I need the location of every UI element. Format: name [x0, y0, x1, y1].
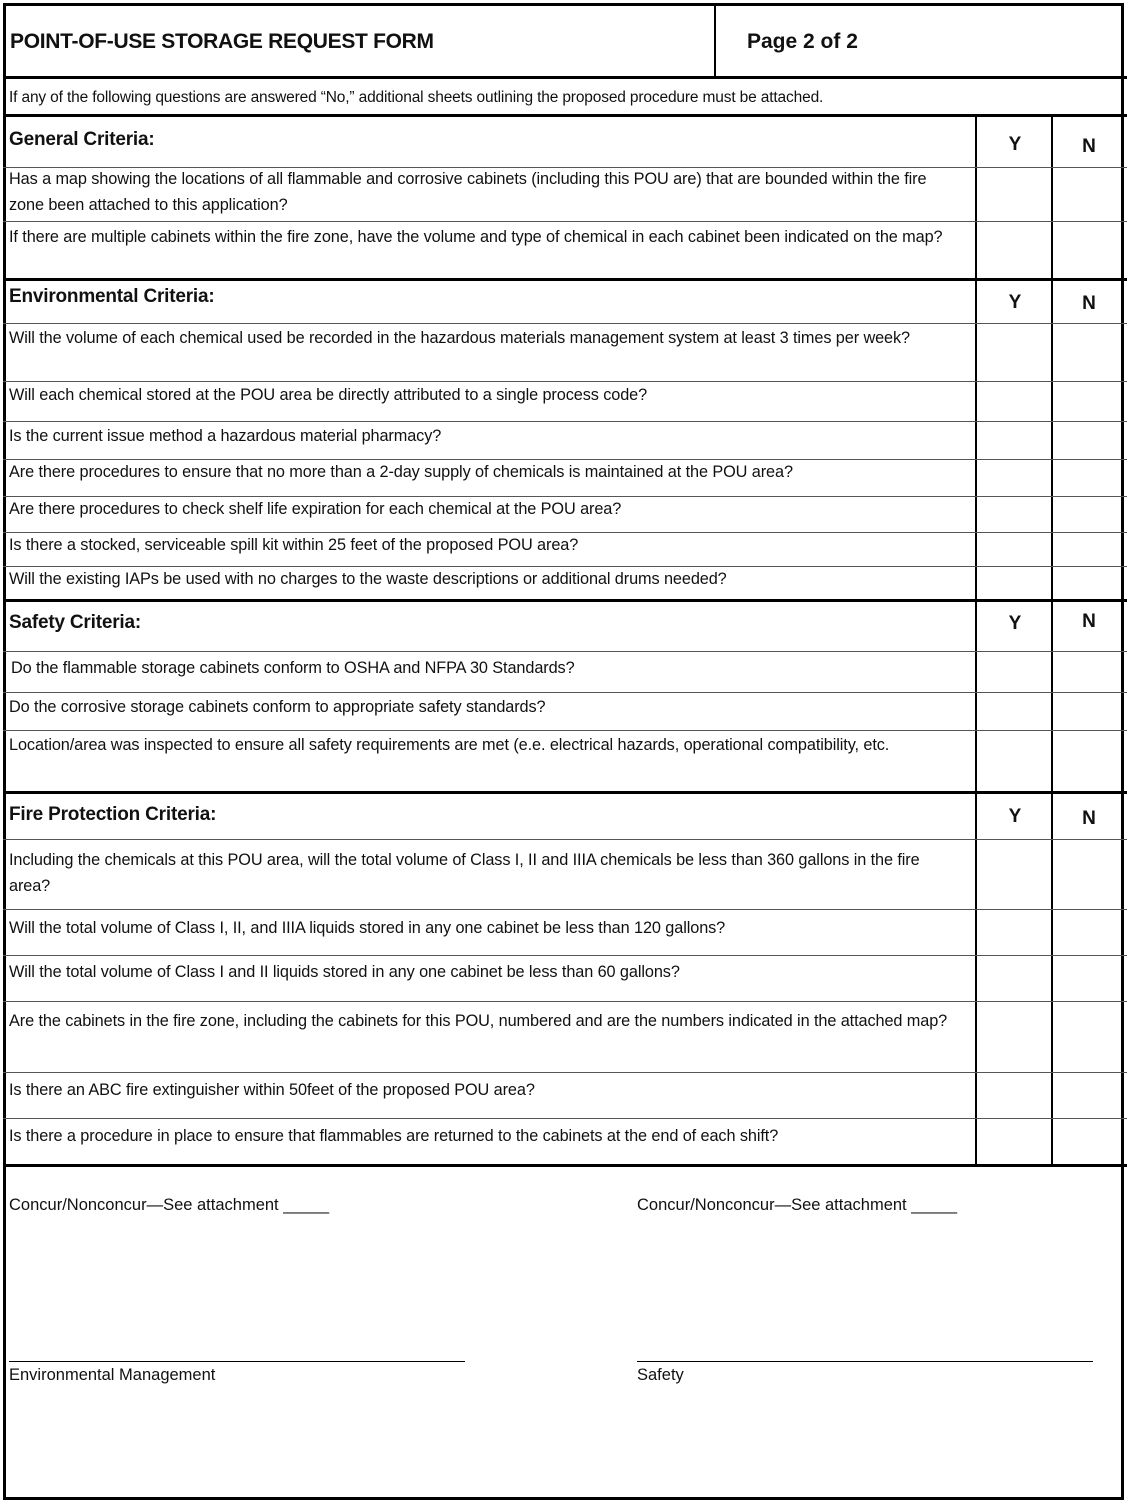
no-header: N	[1082, 611, 1096, 632]
question-fire-2: Will the total volume of Class I, II, and IIIA liquids stored in any one cabinet be less than 120 gallons?	[9, 919, 726, 937]
question-env-6: Is there a stocked, serviceable spill kit within 25 feet of the proposed POU area?	[9, 536, 579, 554]
header-divider	[714, 5, 716, 78]
no-header: N	[1082, 293, 1096, 314]
concur-safety-label[interactable]: Concur/Nonconcur—See attachment _____	[637, 1196, 958, 1214]
question-env-5: Are there procedures to check shelf life expiration for each chemical at the POU area?	[9, 500, 622, 518]
question-fire-4: Are the cabinets in the fire zone, including the cabinets for this POU, numbered and are the numbers indicated in the attached map?	[9, 1012, 948, 1030]
header-rule	[3, 76, 1127, 79]
section-title-environmental: Environmental Criteria:	[9, 286, 215, 307]
answer-no-general-2[interactable]	[1053, 222, 1125, 278]
table-top-rule	[3, 114, 1127, 117]
question-env-7: Will the existing IAPs be used with no charges to the waste descriptions or additional drums needed?	[9, 570, 727, 588]
no-header: N	[1082, 808, 1096, 829]
form-title: POINT-OF-USE STORAGE REQUEST FORM	[10, 30, 434, 53]
question-safety-2: Do the corrosive storage cabinets conform to appropriate safety standards?	[9, 698, 546, 716]
answer-yes-general-2[interactable]	[977, 222, 1051, 278]
question-env-1: Will the volume of each chemical used be recorded in the hazardous materials management system at least 3 times per week?	[9, 329, 911, 347]
question-general-2: If there are multiple cabinets within the fire zone, have the volume and type of chemical in each cabinet been indicated on the map?	[9, 228, 943, 246]
yes-header: Y	[1008, 613, 1022, 634]
yes-header: Y	[1008, 134, 1022, 155]
answer-yes-general-1[interactable]	[977, 168, 1051, 221]
question-fire-3: Will the total volume of Class I and II liquids stored in any one cabinet be less than 60 gallons?	[9, 963, 680, 981]
question-general-1: Has a map showing the locations of all flammable and corrosive cabinets (including this POU are) that are bounded within the fire zone been attached to this application?	[9, 170, 927, 214]
answer-no-general-1[interactable]	[1053, 168, 1125, 221]
question-fire-6: Is there a procedure in place to ensure that flammables are returned to the cabinets at the end of each shift?	[9, 1127, 779, 1145]
concur-env-label[interactable]: Concur/Nonconcur—See attachment _____	[9, 1196, 330, 1214]
yes-header: Y	[1008, 292, 1022, 313]
instruction-text: If any of the following questions are answered “No,” additional sheets outlining the proposed procedure must be attached.	[9, 89, 824, 106]
question-fire-1: Including the chemicals at this POU area, will the total volume of Class I, II and IIIA chemicals be less than 360 gallons in the fire area?	[9, 851, 920, 895]
no-header: N	[1082, 136, 1096, 157]
yes-header: Y	[1008, 806, 1022, 827]
question-safety-3: Location/area was inspected to ensure all safety requirements are met (e.e. electrical hazards, operational compatibility, etc.	[9, 736, 890, 754]
signature-role-safety: Safety	[637, 1366, 684, 1384]
question-env-4: Are there procedures to ensure that no more than a 2-day supply of chemicals is maintained at the POU area?	[9, 463, 793, 481]
signature-line-safety[interactable]	[637, 1361, 1093, 1362]
signature-role-env: Environmental Management	[9, 1366, 216, 1384]
section-title-safety: Safety Criteria:	[9, 612, 141, 633]
question-safety-1: Do the flammable storage cabinets conform to OSHA and NFPA 30 Standards?	[11, 659, 575, 677]
section-title-fire-protection: Fire Protection Criteria:	[9, 804, 217, 825]
page-indicator: Page 2 of 2	[747, 30, 858, 53]
question-env-2: Will each chemical stored at the POU area be directly attributed to a single process code?	[9, 386, 648, 404]
signature-line-env[interactable]	[9, 1361, 465, 1362]
question-fire-5: Is there an ABC fire extinguisher within 50feet of the proposed POU area?	[9, 1081, 535, 1099]
question-env-3: Is the current issue method a hazardous material pharmacy?	[9, 427, 442, 445]
section-title-general: General Criteria:	[9, 129, 155, 150]
